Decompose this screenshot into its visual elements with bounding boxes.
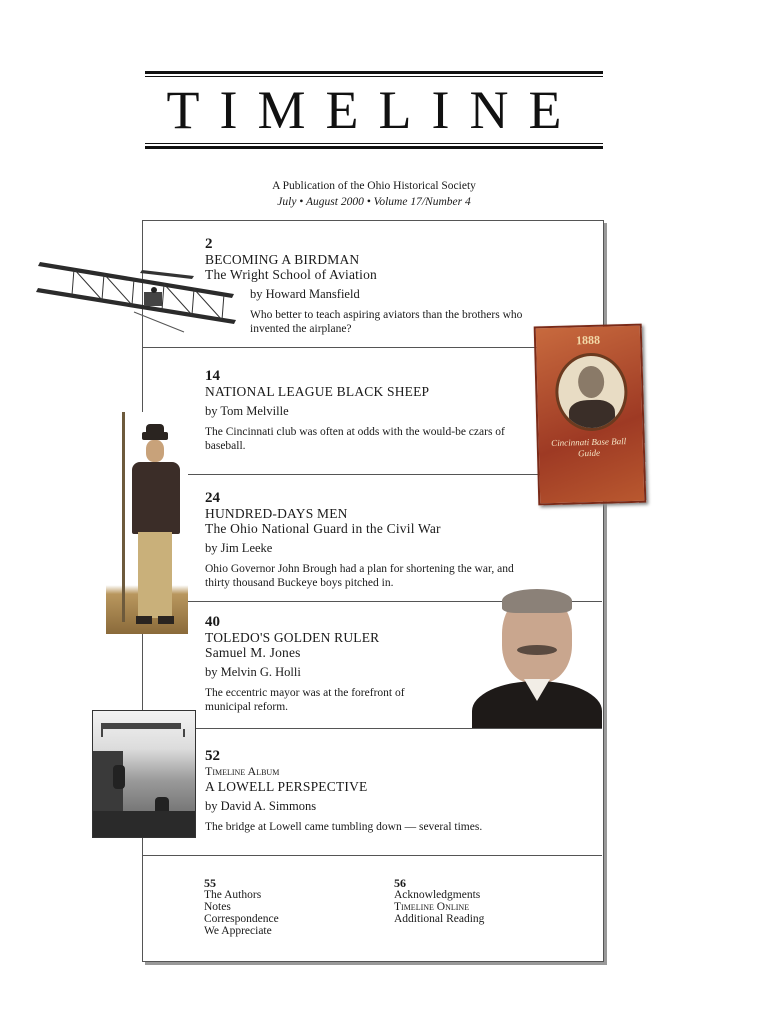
article-author: by David A. Simmons — [205, 799, 317, 813]
article-title: HUNDRED-DAYS MEN — [205, 506, 348, 521]
article-page-number: 14 — [205, 368, 220, 384]
article-page-number: 2 — [205, 236, 213, 252]
article-title: TOLEDO'S GOLDEN RULER — [205, 630, 380, 645]
lowell-bridge-photo — [92, 710, 196, 838]
article-title: BECOMING A BIRDMAN — [205, 252, 360, 267]
article-entry[interactable] — [205, 236, 535, 336]
article-author: by Jim Leeke — [205, 541, 273, 555]
article-author: by Melvin G. Holli — [205, 665, 301, 679]
section-divider — [142, 855, 602, 856]
article-author: by Tom Melville — [205, 404, 289, 418]
department-item[interactable]: Timeline Online — [394, 901, 470, 913]
article-page-number: 40 — [205, 614, 220, 630]
department-item[interactable]: Additional Reading — [394, 913, 485, 925]
masthead-title: TIMELINE — [166, 80, 582, 140]
departments-right — [394, 877, 484, 925]
article-subtitle: Samuel M. Jones — [205, 645, 301, 660]
article-entry[interactable] — [205, 368, 535, 453]
article-description: The Cincinnati club was often at odds with the would-be czars of baseball. — [205, 426, 505, 452]
article-title: NATIONAL LEAGUE BLACK SHEEP — [205, 384, 430, 399]
article-entry[interactable] — [205, 490, 515, 590]
department-item[interactable]: We Appreciate — [204, 925, 272, 937]
department-item[interactable]: Notes — [204, 901, 231, 913]
guide-year: 1888 — [575, 332, 601, 348]
article-subtitle: The Ohio National Guard in the Civil War — [205, 521, 441, 536]
guide-portrait — [554, 352, 628, 432]
article-description: Ohio Governor John Brough had a plan for shortening the war, and thirty thousand Buckeye boys pitched in. — [205, 563, 514, 589]
department-item[interactable]: Acknowledgments — [394, 889, 481, 901]
article-description: Who better to teach aspiring aviators than the brothers who invented the airplane? — [250, 309, 523, 335]
guide-label: Cincinnati Base Ball Guide — [551, 436, 627, 459]
article-author: by Howard Mansfield — [250, 287, 360, 301]
masthead-rule-bottom-thin — [145, 143, 603, 144]
issue-line: July • August 2000 • Volume 17/Number 4 — [277, 196, 471, 208]
masthead-rule-top-thick — [145, 71, 603, 74]
article-title: A LOWELL PERSPECTIVE — [205, 779, 368, 794]
article-page-number: 24 — [205, 490, 220, 506]
section-divider — [142, 347, 602, 348]
section-divider — [142, 728, 602, 729]
samuel-jones-portrait — [472, 585, 602, 728]
article-entry[interactable] — [205, 748, 535, 834]
article-subtitle: The Wright School of Aviation — [205, 267, 377, 282]
article-kicker: Timeline Album — [205, 764, 280, 778]
masthead-rule-top-thin — [145, 76, 603, 77]
section-divider — [142, 474, 602, 475]
article-page-number: 52 — [205, 748, 220, 764]
article-description: The eccentric mayor was at the forefront of municipal reform. — [205, 687, 405, 713]
article-description: The bridge at Lowell came tumbling down — several times. — [205, 821, 483, 833]
masthead-rule-bottom-thick — [145, 146, 603, 149]
department-item[interactable]: Correspondence — [204, 913, 279, 925]
baseball-guide-cover — [534, 324, 647, 506]
wright-biplane-photo — [34, 252, 244, 337]
article-entry[interactable] — [205, 614, 465, 714]
department-page-number: 56 — [394, 876, 406, 890]
publication-line: A Publication of the Ohio Historical Society — [272, 180, 476, 192]
civil-war-soldier-photo — [106, 412, 188, 634]
department-item[interactable]: The Authors — [204, 889, 262, 901]
departments-left — [204, 877, 279, 937]
department-page-number: 55 — [204, 876, 216, 890]
